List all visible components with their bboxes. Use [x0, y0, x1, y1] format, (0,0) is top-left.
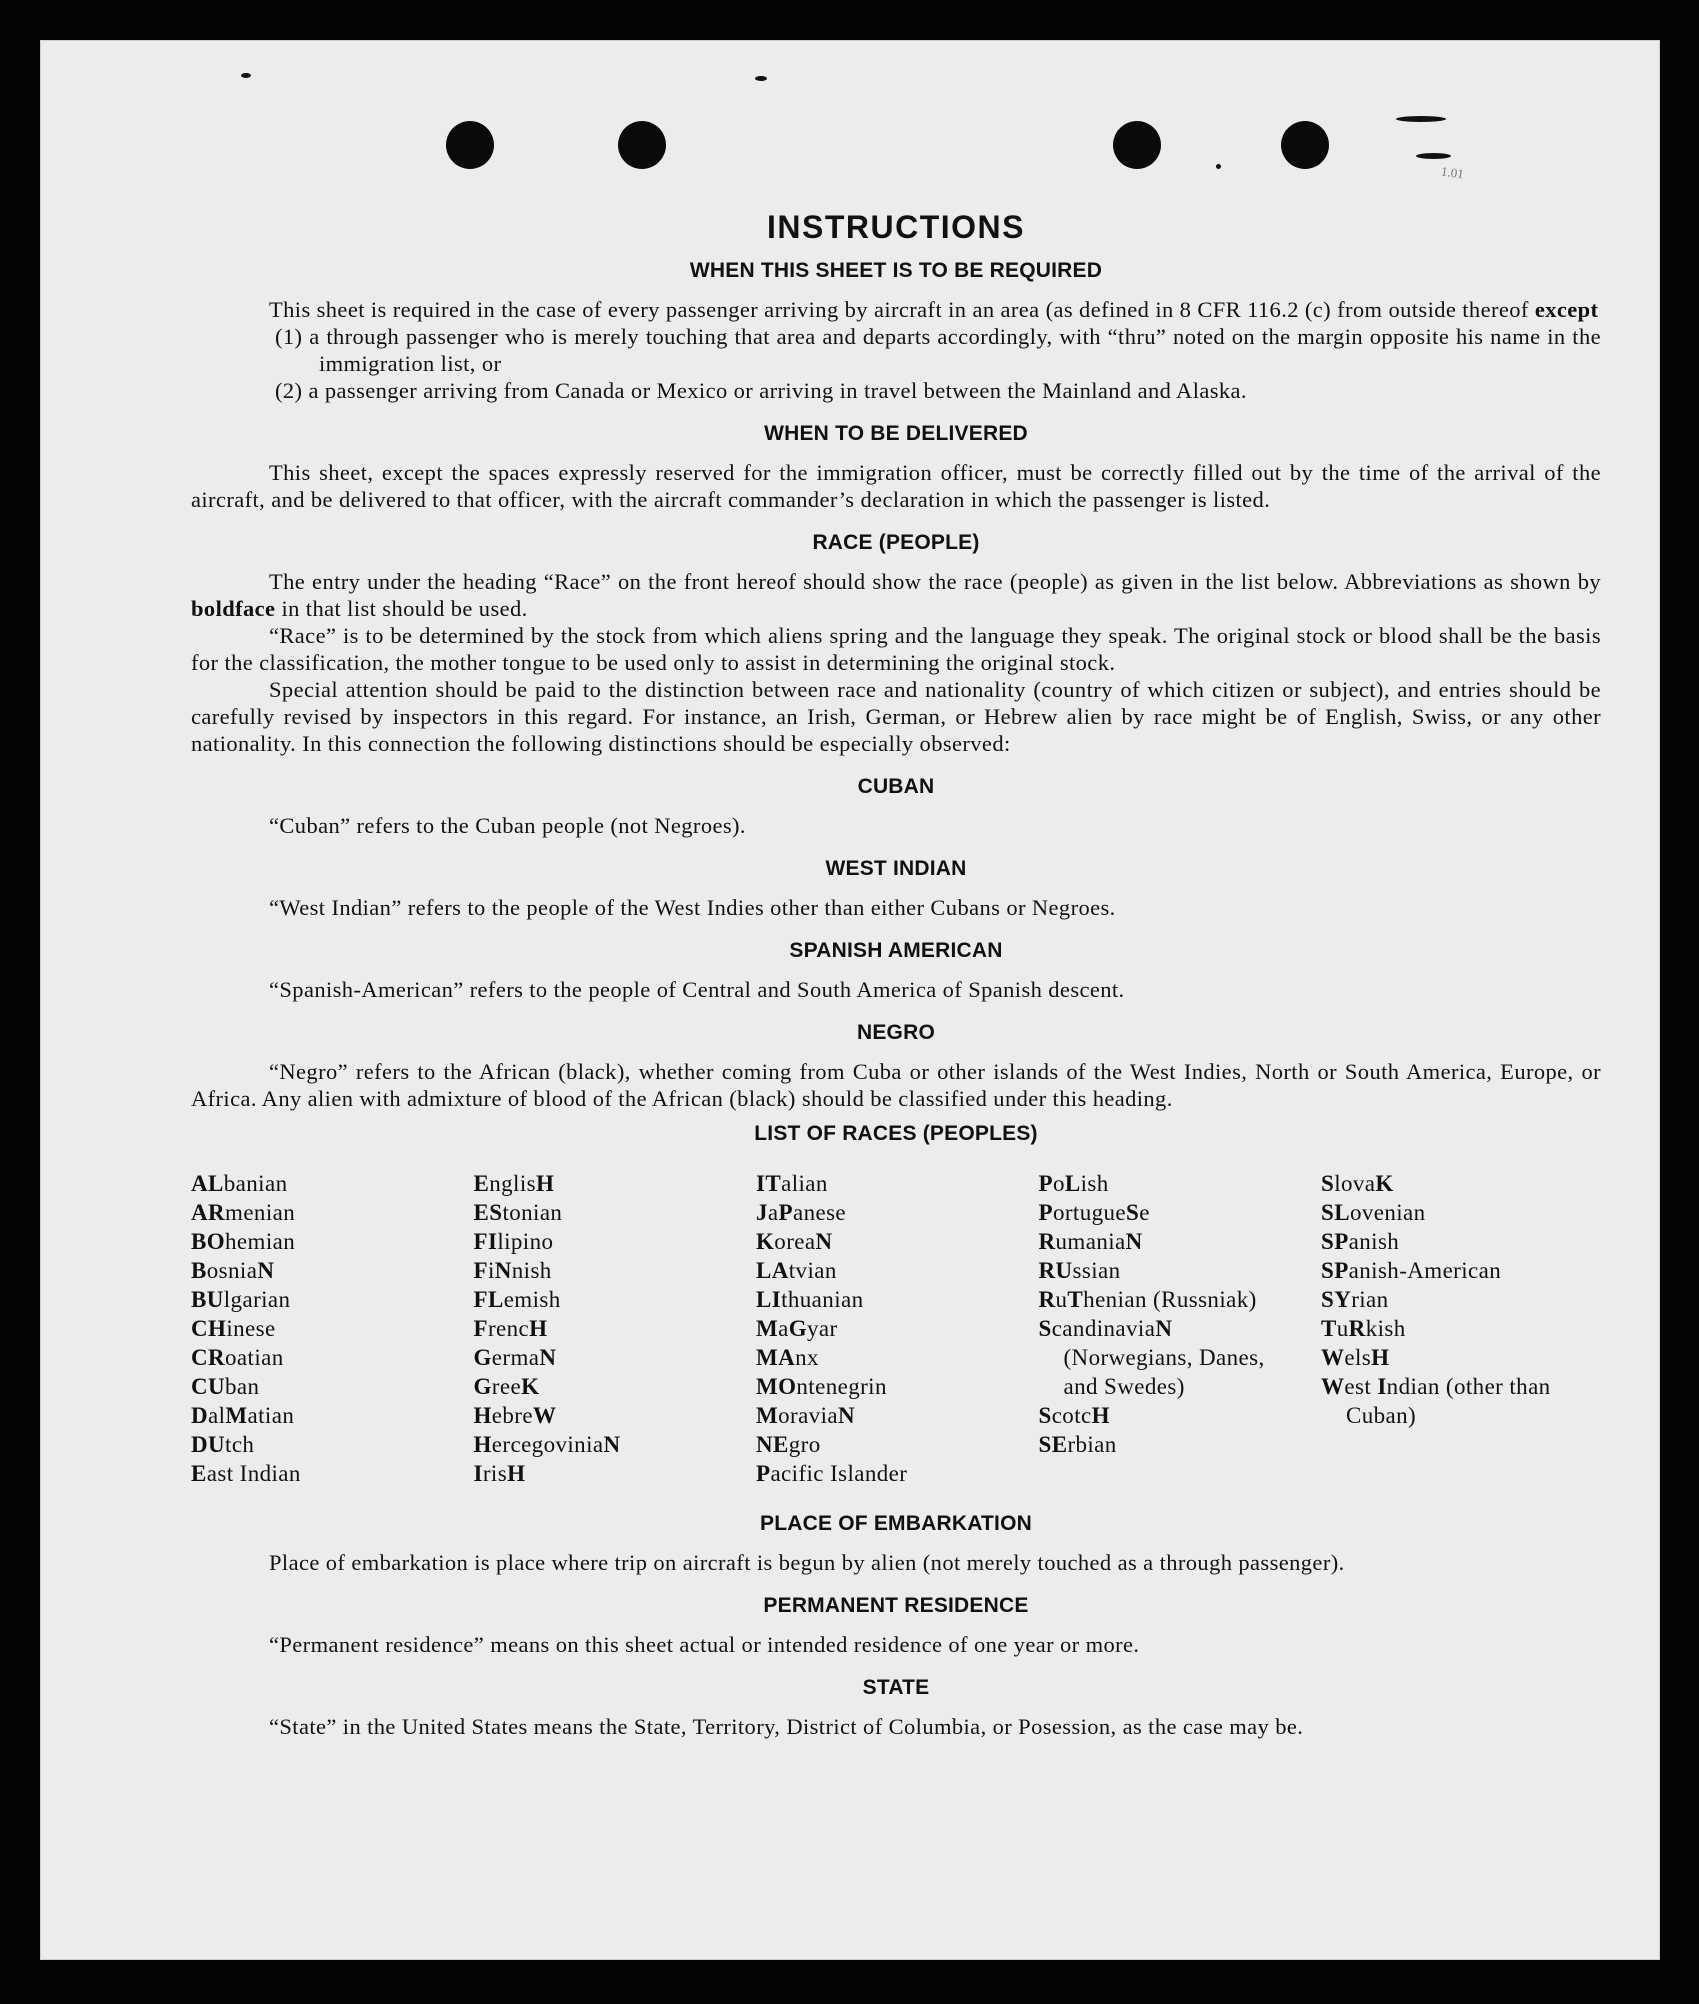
race-item: ALbanian — [191, 1171, 288, 1196]
race-item: JaPanese — [756, 1200, 847, 1225]
race-item: LIthuanian — [756, 1287, 864, 1312]
race-item: SYrian — [1321, 1287, 1389, 1312]
race-item: EStonian — [473, 1200, 563, 1225]
race-item: GermaN — [473, 1345, 557, 1370]
race-item: PoLish — [1038, 1171, 1109, 1196]
heading-west-indian: WEST INDIAN — [825, 857, 967, 880]
cuban-text: “Cuban” refers to the Cuban people (not Negroes). — [269, 813, 746, 838]
race-item: DalMatian — [191, 1403, 295, 1428]
race-item: GreeK — [473, 1374, 540, 1399]
instructions-body — [191, 206, 1601, 1740]
heading-embarkation: PLACE OF EMBARKATION — [760, 1512, 1032, 1535]
race-paragraph-2: “Race” is to be determined by the stock from which aliens spring and the language they speak. The original stock or blood shall be the basis for the classification, the mother tongue to be used only to assist in determining the original stock. — [191, 623, 1601, 675]
race-item: SPanish — [1321, 1229, 1400, 1254]
punch-hole — [446, 121, 494, 169]
race-item: EnglisH — [473, 1171, 555, 1196]
punch-hole — [1281, 121, 1329, 169]
race-item: LAtvian — [756, 1258, 837, 1283]
scan-speck — [241, 73, 251, 78]
race-item: PortugueSe — [1038, 1200, 1150, 1225]
heading-cuban: CUBAN — [857, 775, 935, 798]
heading-negro: NEGRO — [856, 1021, 935, 1044]
punch-hole — [618, 121, 666, 169]
races-column — [474, 1169, 734, 1488]
state-text: “State” in the United States means the State, Territory, District of Columbia, or Posession, as the case may be. — [269, 1714, 1304, 1739]
scan-speck — [1416, 153, 1451, 159]
race-item: RumaniaN — [1038, 1229, 1143, 1254]
scan-speck — [755, 76, 767, 81]
race-item: RUssian — [1038, 1258, 1121, 1283]
race-item: SErbian — [1038, 1432, 1117, 1457]
race-item: East Indian — [191, 1461, 301, 1486]
race-item: CRoatian — [191, 1345, 284, 1370]
negro-text: “Negro” refers to the African (black), whether coming from Cuba or other islands of the West Indies, North or South America, Europe, or Africa. Any alien with admixture of blood of the African (black) should be classified under this heading. — [191, 1059, 1601, 1111]
heading-permanent-residence: PERMANENT RESIDENCE — [763, 1594, 1029, 1617]
embarkation-text: Place of embarkation is place where trip on aircraft is begun by alien (not merely touched as a through passenger). — [269, 1550, 1345, 1575]
heading-race: RACE (PEOPLE) — [812, 531, 980, 554]
heading-list-of-races: LIST OF RACES (PEOPLES) — [754, 1122, 1038, 1145]
race-item: ScotcH — [1038, 1403, 1110, 1428]
race-item: SPanish-American — [1321, 1258, 1502, 1283]
race-item: ITalian — [756, 1171, 828, 1196]
races-column — [1039, 1169, 1299, 1488]
scan-speck — [1216, 164, 1221, 169]
race-item: NEgro — [756, 1432, 821, 1457]
when-required-item-1: (1) a through passenger who is merely touching that area and departs accordingly, with “thru” noted on the margin opposite his name in the immigration list, or — [275, 324, 1601, 376]
west-indian-text: “West Indian” refers to the people of the West Indies other than either Cubans or Negroes. — [269, 895, 1116, 920]
race-paragraph-3: Special attention should be paid to the distinction between race and nationality (country of which citizen or subject), and entries should be carefully revised by inspectors in this regard. For instance, an Irish, German, or Hebrew alien by race might be of English, Swiss, or any other nationality. In this connection the following distinctions should be especially observed: — [191, 677, 1601, 756]
document-page — [40, 40, 1660, 1960]
when-required-item-2: (2) a passenger arriving from Canada or Mexico or arriving in travel between the Mainland and Alaska. — [275, 378, 1247, 403]
margin-note: 1.01 — [1440, 163, 1465, 182]
page-title: INSTRUCTIONS — [767, 209, 1025, 245]
scan-speck — [1396, 116, 1446, 122]
when-required-intro: This sheet is required in the case of every passenger arriving by aircraft in an area (as defined in 8 CFR 116.2 (c) from outside thereof except — [269, 297, 1599, 322]
race-item: BosniaN — [191, 1258, 275, 1283]
race-item: ScandinaviaN (Norwegians, Danes, and Swedes) — [1038, 1316, 1265, 1399]
races-column — [191, 1169, 451, 1488]
race-item: HebreW — [473, 1403, 557, 1428]
race-item: KoreaN — [756, 1229, 833, 1254]
punch-hole — [1113, 121, 1161, 169]
race-item: FrencH — [473, 1316, 548, 1341]
heading-state: STATE — [862, 1676, 930, 1699]
when-delivered-text: This sheet, except the spaces expressly reserved for the immigration officer, must be correctly filled out by the time of the arrival of the aircraft, and be delivered to that officer, with the aircraft commander’s declaration in which the passenger is listed. — [191, 460, 1601, 512]
heading-when-required: WHEN THIS SHEET IS TO BE REQUIRED — [689, 259, 1103, 282]
race-item: Pacific Islander — [756, 1461, 908, 1486]
race-item: MaGyar — [756, 1316, 838, 1341]
race-item: RuThenian (Russniak) — [1038, 1287, 1257, 1312]
race-item: FiNnish — [473, 1258, 552, 1283]
residence-text: “Permanent residence” means on this sheet actual or intended residence of one year or more. — [269, 1632, 1140, 1657]
heading-spanish-american: SPANISH AMERICAN — [789, 939, 1003, 962]
race-item: FIlipino — [473, 1229, 554, 1254]
race-item: ARmenian — [191, 1200, 296, 1225]
race-item: MoraviaN — [756, 1403, 855, 1428]
race-paragraph-1: The entry under the heading “Race” on the front hereof should show the race (people) as given in the list below. Abbreviations as shown by boldface in that list should be used. — [191, 569, 1601, 621]
race-item: MOntenegrin — [756, 1374, 887, 1399]
race-item: BOhemian — [191, 1229, 296, 1254]
race-item: SlovaK — [1321, 1171, 1394, 1196]
race-item: BUlgarian — [191, 1287, 291, 1312]
race-item: CHinese — [191, 1316, 276, 1341]
races-column — [1321, 1169, 1581, 1488]
race-item: HercegoviniaN — [473, 1432, 621, 1457]
races-column — [756, 1169, 1016, 1488]
heading-when-delivered: WHEN TO BE DELIVERED — [764, 422, 1028, 445]
race-item: WelsH — [1321, 1345, 1390, 1370]
race-item: West Indian (other than Cuban) — [1321, 1374, 1551, 1428]
race-item: TuRkish — [1321, 1316, 1406, 1341]
race-item: IrisH — [473, 1461, 526, 1486]
race-item: SLovenian — [1321, 1200, 1426, 1225]
race-item: CUban — [191, 1374, 260, 1399]
race-item: MAnx — [756, 1345, 819, 1370]
races-list — [191, 1169, 1581, 1488]
race-item: DUtch — [191, 1432, 255, 1457]
race-item: FLemish — [473, 1287, 561, 1312]
spanish-american-text: “Spanish-American” refers to the people of Central and South America of Spanish descent. — [269, 977, 1125, 1002]
